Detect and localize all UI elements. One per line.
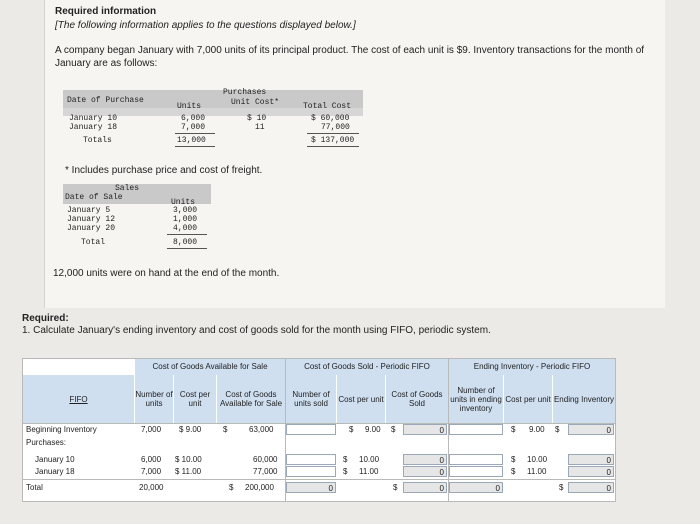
beginning-cogs-dollar-2: $ [391, 425, 396, 434]
units-underline [175, 133, 215, 134]
jan10-cogs-cost-per-unit: 10.00 [359, 455, 380, 464]
jan10-cost-per-unit: $ 10.00 [175, 455, 202, 464]
sales-double-underline [167, 248, 207, 249]
total-divider [23, 479, 615, 480]
method-header [23, 375, 134, 423]
sale-total-label: Total [81, 238, 106, 247]
beginning-end-cost-per-unit: 9.00 [529, 425, 545, 434]
onhand-text: 12,000 units were on hand at the end of the month. [53, 268, 280, 279]
band-cogs: Cost of Goods Sold - Periodic FIFO [286, 359, 448, 375]
beginning-units-sold-input[interactable] [286, 424, 336, 435]
sale-row-date: January 5 [67, 206, 111, 215]
purchase-totals-total: $ 137,000 [311, 136, 355, 145]
intro-text: A company began January with 7,000 units of its principal product. The cost of each unit is $9. Inventory transactions for the month of January are as follows: [55, 45, 645, 69]
purchase-row-date: January 18 [69, 123, 118, 132]
section-title: Required information [55, 6, 157, 17]
band-ending-inventory: Ending Inventory - Periodic FIFO [449, 359, 615, 375]
sales-group-label: Sales [115, 184, 140, 193]
col-units-ending-inventory: Number of units in ending inventory [449, 375, 503, 423]
sale-row-units: 3,000 [173, 206, 198, 215]
beginning-goods-available: 63,000 [249, 425, 274, 434]
col-ending-inventory: Ending Inventory [553, 375, 615, 423]
col-date-of-sale: Date of Sale [65, 193, 123, 202]
row-label-beginning: Beginning Inventory [26, 425, 97, 434]
beginning-cost-per-unit: $ 9.00 [179, 425, 202, 434]
total-units-sold-output: 0 [286, 482, 336, 493]
purchase-row-units: 7,000 [181, 123, 206, 132]
sale-row-date: January 20 [67, 224, 116, 233]
required-label: Required: [22, 313, 69, 324]
jan10-cogs-output: 0 [403, 454, 447, 465]
band-goods-available: Cost of Goods Available for Sale [135, 359, 285, 375]
col-unit-cost: Unit Cost* [231, 98, 280, 107]
col-units: Units [177, 102, 202, 111]
total-cogs-dollar: $ [393, 483, 398, 492]
purchase-totals-label: Totals [83, 136, 112, 145]
sale-row-units: 1,000 [173, 215, 198, 224]
purchase-row-units: 6,000 [181, 114, 206, 123]
purchase-row-date: January 10 [69, 114, 118, 123]
jan10-units: 6,000 [141, 455, 162, 464]
beginning-end-units-input[interactable] [449, 424, 503, 435]
purchase-row-total: $ 60,000 [311, 114, 350, 123]
row-label-jan18: January 18 [35, 467, 75, 476]
jan18-cogs-cost-per-unit: 11.00 [359, 467, 379, 476]
total-double-underline [307, 146, 359, 147]
beginning-end-dollar: $ [511, 425, 516, 434]
jan10-end-dollar: $ [511, 455, 516, 464]
col-goods-available: Cost of Goods Available for Sale [217, 375, 285, 423]
total-cogs-output: 0 [403, 482, 447, 493]
beginning-ending-inventory-output: 0 [568, 424, 614, 435]
col-cost-of-goods-sold: Cost of Goods Sold [386, 375, 448, 423]
jan18-end-dollar: $ [511, 467, 516, 476]
col-sale-units: Units [171, 198, 196, 207]
col-units-sold: Number of units sold [286, 375, 336, 423]
jan18-units: 7,000 [141, 467, 162, 476]
col-date-of-purchase: Date of Purchase [67, 96, 144, 105]
beginning-cogs-dollar: $ [349, 425, 354, 434]
purchase-row-total: 77,000 [321, 123, 350, 132]
jan18-cogs-dollar: $ [343, 467, 348, 476]
jan10-goods-available: 60,000 [253, 455, 278, 464]
beginning-cogs-cost-per-unit: 9.00 [365, 425, 381, 434]
col-cost-per-unit: Cost per unit [174, 375, 216, 423]
jan10-end-units-input[interactable] [449, 454, 503, 465]
fifo-worksheet [22, 358, 616, 502]
sales-table [63, 184, 213, 258]
jan18-end-cost-per-unit: 11.00 [527, 467, 547, 476]
sales-underline [167, 234, 207, 235]
col-total-cost: Total Cost [303, 102, 352, 111]
beginning-cogs-output: 0 [403, 424, 447, 435]
sale-row-units: 4,000 [173, 224, 198, 233]
purchase-totals-units: 13,000 [177, 136, 206, 145]
row-label-jan10: January 10 [35, 455, 75, 464]
purchase-row-unit-cost: 11 [255, 123, 265, 132]
jan18-goods-available: 77,000 [253, 467, 278, 476]
required-information-panel [44, 0, 665, 308]
total-ending-inventory-output: 0 [568, 482, 614, 493]
sale-total-units: 8,000 [173, 238, 198, 247]
jan18-end-units-input[interactable] [449, 466, 503, 477]
jan18-units-sold-input[interactable] [286, 466, 336, 477]
jan10-cogs-dollar: $ [343, 455, 348, 464]
beginning-units: 7,000 [141, 425, 162, 434]
purchase-row-unit-cost: $ 10 [247, 114, 267, 123]
jan10-units-sold-input[interactable] [286, 454, 336, 465]
total-underline [307, 133, 359, 134]
units-double-underline [175, 146, 215, 147]
col-number-of-units: Number of units [135, 375, 173, 423]
col-end-cost-per-unit: Cost per unit [504, 375, 552, 423]
section-note: [The following information applies to the questions displayed below.] [55, 20, 356, 31]
jan10-ending-inventory-output: 0 [568, 454, 614, 465]
beginning-avail-dollar: $ [223, 425, 228, 434]
footnote: * Includes purchase price and cost of freight. [65, 165, 263, 176]
total-end-dollar: $ [559, 483, 564, 492]
beginning-end-dollar-2: $ [555, 425, 560, 434]
purchases-table [63, 90, 363, 152]
purchases-group-label: Purchases [223, 88, 267, 97]
jan10-end-cost-per-unit: 10.00 [527, 455, 548, 464]
row-label-total: Total [26, 483, 43, 492]
required-question: 1. Calculate January's ending inventory and cost of goods sold for the month using FIFO, periodic system. [22, 325, 491, 336]
total-goods-available: 200,000 [245, 483, 274, 492]
jan18-cogs-output: 0 [403, 466, 447, 477]
sale-row-date: January 12 [67, 215, 116, 224]
jan18-cost-per-unit: $ 11.00 [175, 467, 202, 476]
fifo-label: FIFO [69, 394, 88, 404]
jan18-ending-inventory-output: 0 [568, 466, 614, 477]
total-units: 20,000 [139, 483, 164, 492]
total-avail-dollar: $ [229, 483, 234, 492]
total-end-units-output: 0 [449, 482, 503, 493]
col-cogs-cost-per-unit: Cost per unit [337, 375, 385, 423]
row-label-purchases: Purchases: [26, 438, 67, 447]
